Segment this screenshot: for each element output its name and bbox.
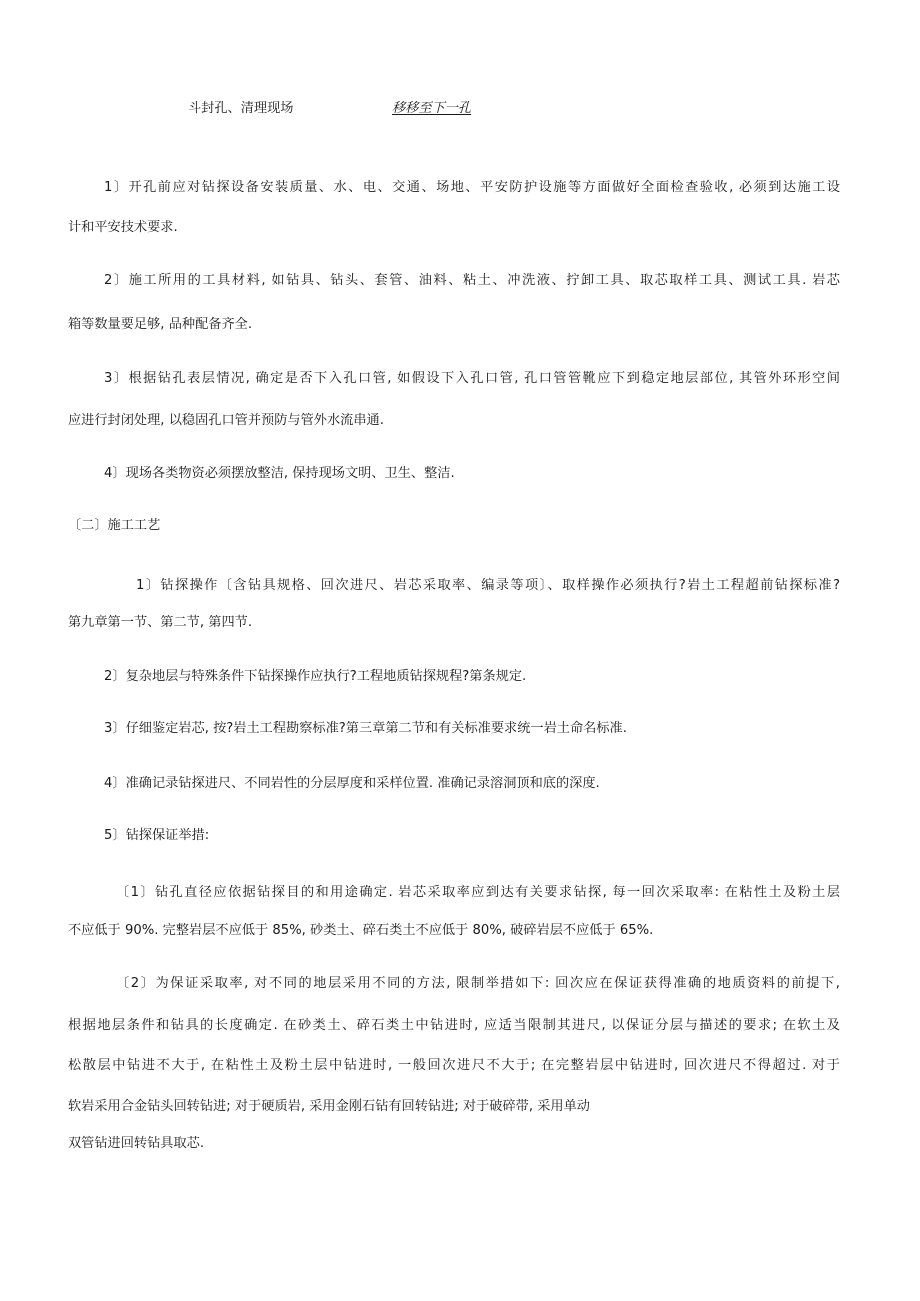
section2-sub1-line2: 不应低于 90%. 完整岩层不应低于 85%, 砂类土、碎石类土不应低于 80%, 破碎岩层不应低于 65%. <box>68 923 654 938</box>
section2-sub2-line5: 双管钻进回转钻具取芯. <box>68 1136 205 1151</box>
section2-title: 〔二〕施工工艺 <box>68 518 161 533</box>
section2-item5: 5〕钻探保证举措: <box>104 828 210 843</box>
prep-item3-line1: 3〕根据钻孔表层情况, 确定是否下入孔口管, 如假设下入孔口管, 孔口管管靴应下到稳定地层部位, 其管外环形空间 <box>104 371 840 386</box>
section2-item2: 2〕复杂地层与特殊条件下钻探操作应执行?工程地质钻探规程?第条规定. <box>104 669 527 684</box>
prep-item2-line2: 箱等数量要足够, 品种配备齐全. <box>68 317 253 332</box>
header-right-text: 移移至下一孔 <box>392 101 472 116</box>
section2-item1-line1: 1〕钻探操作〔含钻具规格、回次进尺、岩芯采取率、编录等项〕、取样操作必须执行?岩土工程超前钻探标准? <box>136 578 840 593</box>
prep-item1-line1: 1〕开孔前应对钻探设备安装质量、水、电、交通、场地、平安防护设施等方面做好全面检查验收, 必须到达施工设 <box>104 180 840 195</box>
prep-item1-line2: 计和平安技术要求. <box>68 220 178 235</box>
section2-item4: 4〕准确记录钻探进尺、不同岩性的分层厚度和采样位置. 准确记录溶洞顶和底的深度. <box>104 776 600 791</box>
section2-sub2-line3: 松散层中钻进不大于, 在粘性土及粉土层中钻进时, 一般回次进尺不大于; 在完整岩层中钻进时, 回次进尺不得超过. 对于 <box>68 1058 840 1073</box>
section2-sub2-line4: 软岩采用合金钻头回转钻进; 对于硬质岩, 采用金刚石钻有回转钻进; 对于破碎带, 采用单动 <box>68 1099 590 1114</box>
section2-sub2-line1: 〔2〕为保证采取率, 对不同的地层采用不同的方法, 限制举措如下: 回次应在保证获得准确的地质资料的前提下, <box>116 976 840 991</box>
prep-item2-line1: 2〕施工所用的工具材料, 如钻具、钻头、套管、油料、粘土、冲洗液、拧卸工具、取芯取样工具、测试工具. 岩芯 <box>104 273 840 288</box>
section2-item1-line2: 第九章第一节、第二节, 第四节. <box>68 615 253 630</box>
prep-item4: 4〕现场各类物资必须摆放整洁, 保持现场文明、卫生、整洁. <box>104 466 455 481</box>
section2-sub2-line2: 根据地层条件和钻具的长度确定. 在砂类土、碎石类土中钻进时, 应适当限制其进尺, 以保证分层与描述的要求; 在软土及 <box>68 1018 840 1033</box>
section2-item3: 3〕仔细鉴定岩芯, 按?岩土工程勘察标准?第三章第二节和有关标准要求统一岩土命名标准. <box>104 721 627 736</box>
section2-sub1-line1: 〔1〕钻孔直径应依据钻探目的和用途确定. 岩芯采取率应到达有关要求钻探, 每一回次采取率: 在粘性土及粉土层 <box>116 885 840 900</box>
prep-item3-line2: 应进行封闭处理, 以稳固孔口管并预防与管外水流串通. <box>68 413 384 428</box>
header-left-text: 斗封孔、清理现场 <box>188 101 294 116</box>
